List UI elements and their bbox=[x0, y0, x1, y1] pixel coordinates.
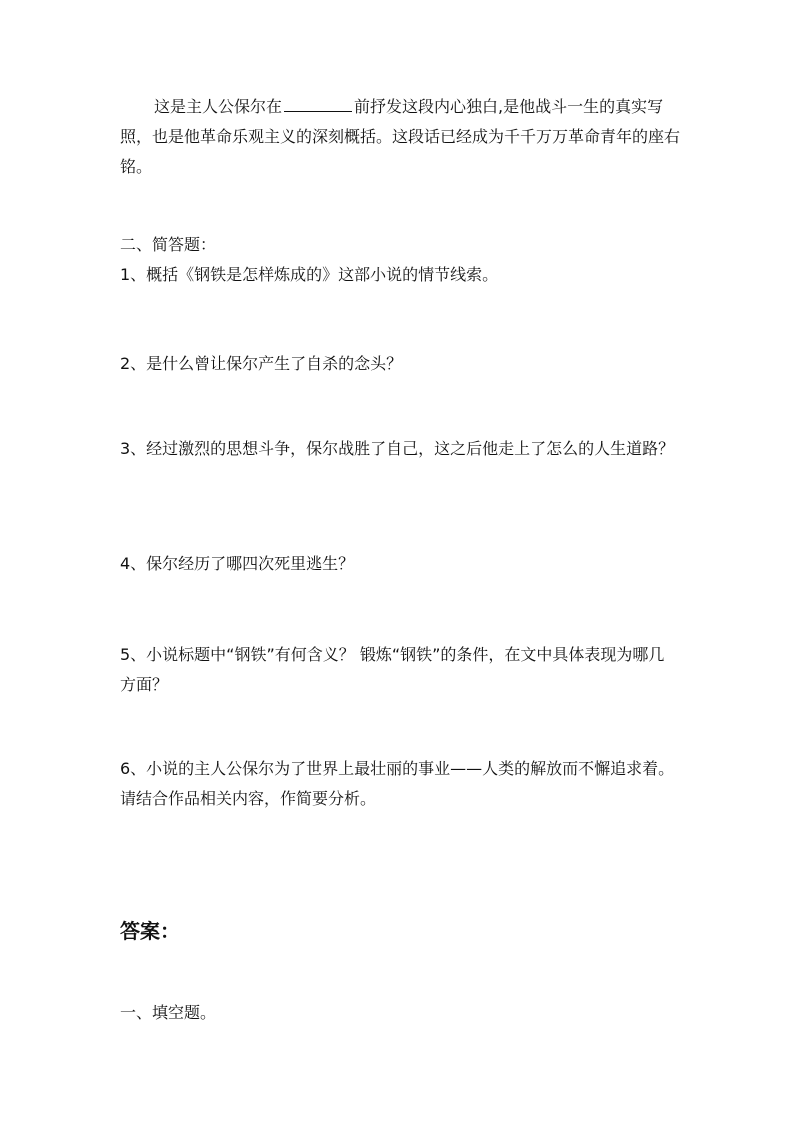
question-1: 1、概括《钢铁是怎样炼成的》这部小说的情节线索。 bbox=[120, 265, 499, 284]
question-5: 5、小说标题中“钢铁”有何含义？ 锻炼“钢铁”的条件，在文中具体表现为哪几方面？ bbox=[120, 645, 665, 694]
answers-fill-heading: 一、填空题。 bbox=[120, 1003, 217, 1022]
question-4: 4、保尔经历了哪四次死里逃生？ bbox=[120, 554, 355, 573]
question-6: 6、小说的主人公保尔为了世界上最壮丽的事业——人类的解放而不懈追求着。 请结合作品相关内容，作简要分析。 bbox=[120, 759, 675, 808]
question-2: 2、是什么曾让保尔产生了自杀的念头？ bbox=[120, 354, 403, 373]
fill-in-blank bbox=[284, 93, 352, 112]
intro-text-after-blank: 前抒发这段内心独白,是他战斗一生的真实写照，也是他革命乐观主义的深刻概括。这段话已经成为千千万万革命青年的座右铭。 bbox=[120, 97, 681, 176]
question-3: 3、经过激烈的思想斗争，保尔战胜了自己，这之后他走上了怎么的人生道路？ bbox=[120, 439, 675, 458]
section-heading-short-answer: 二、简答题： bbox=[120, 235, 217, 254]
answers-title: 答案： bbox=[120, 919, 180, 943]
intro-text-before-blank: 这是主人公保尔在 bbox=[154, 97, 283, 116]
intro-paragraph bbox=[120, 92, 680, 182]
